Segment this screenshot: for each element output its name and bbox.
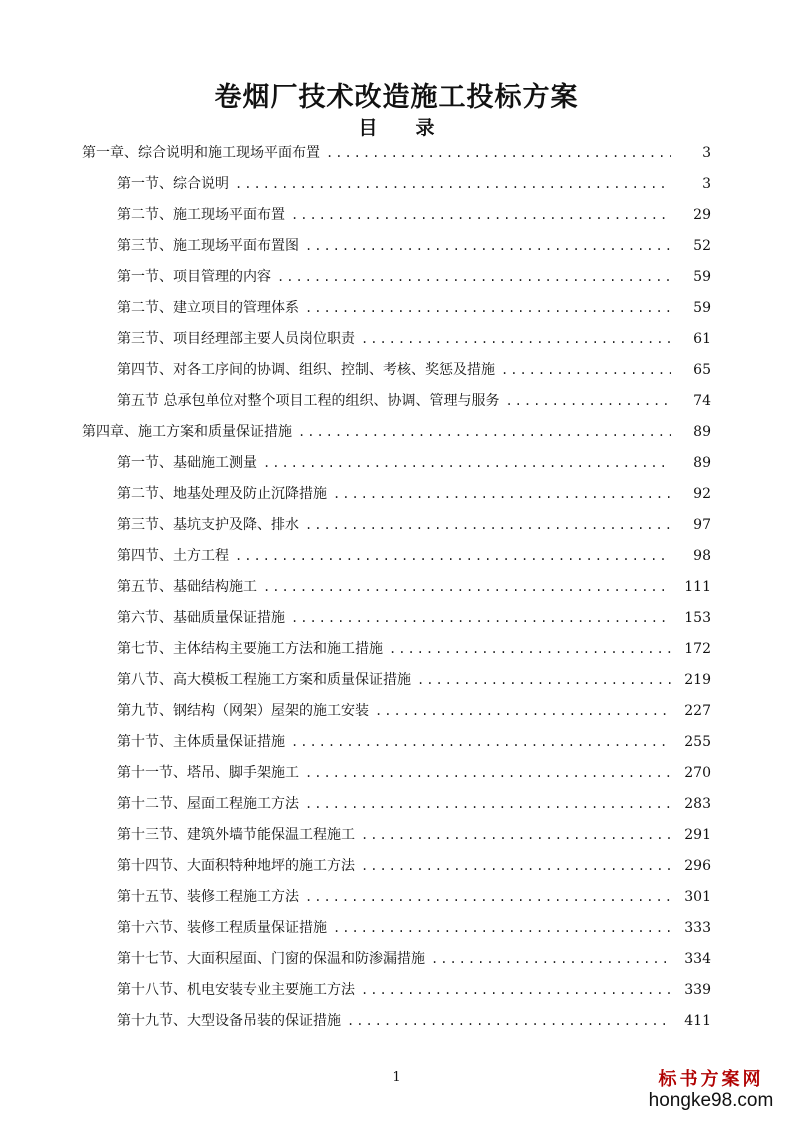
page-number: 1	[392, 1070, 401, 1085]
toc-entry-label: 第三节、施工现场平面布置图	[117, 238, 299, 254]
toc-entry-page: 296	[684, 858, 711, 874]
toc-entry-page: 283	[684, 796, 711, 812]
toc-dot-leader	[361, 324, 671, 355]
toc-entry-label: 第四节、土方工程	[117, 548, 229, 564]
toc-entry-label: 第十九节、大型设备吊装的保证措施	[117, 1013, 341, 1029]
toc-entry-page: 65	[693, 362, 711, 378]
toc-entry-label: 第一节、综合说明	[117, 176, 229, 192]
toc-entry-page: 29	[693, 207, 711, 223]
toc-entry-page: 411	[684, 1013, 711, 1029]
toc-entry-page: 98	[693, 548, 711, 564]
toc-section-entry[interactable]	[0, 696, 793, 727]
toc-section-entry[interactable]	[0, 727, 793, 758]
toc-entry-page: 3	[702, 176, 711, 192]
toc-entry-label: 第一节、项目管理的内容	[117, 269, 271, 285]
toc-entry-page: 339	[684, 982, 711, 998]
toc-dot-leader	[305, 293, 671, 324]
toc-heading: 目 录	[358, 117, 435, 139]
toc-entry-page: 59	[693, 269, 711, 285]
toc-entry-page: 153	[684, 610, 711, 626]
toc-section-entry[interactable]	[0, 386, 793, 417]
toc-dot-leader	[305, 882, 671, 913]
toc-entry-page: 333	[684, 920, 711, 936]
toc-entry-label: 第二节、施工现场平面布置	[117, 207, 285, 223]
toc-dot-leader	[263, 572, 671, 603]
toc-dot-leader	[305, 758, 671, 789]
toc-section-entry[interactable]	[0, 913, 793, 944]
toc-dot-leader	[505, 386, 671, 417]
watermark-logo	[641, 1068, 781, 1112]
toc-entry-page: 219	[684, 672, 711, 688]
toc-entry-page: 74	[693, 393, 711, 409]
toc-entry-label: 第十节、主体质量保证措施	[117, 734, 285, 750]
toc-entry-label: 第十七节、大面积屋面、门窗的保温和防渗漏措施	[117, 951, 425, 967]
toc-entry-page: 92	[693, 486, 711, 502]
toc-dot-leader	[235, 169, 671, 200]
toc-entry-label: 第十二节、屋面工程施工方法	[117, 796, 299, 812]
toc-dot-leader	[361, 851, 671, 882]
toc-entry-label: 第十五节、装修工程施工方法	[117, 889, 299, 905]
toc-dot-leader	[389, 634, 671, 665]
toc-section-entry[interactable]	[0, 541, 793, 572]
toc-entry-page: 52	[693, 238, 711, 254]
toc-entry-page: 227	[684, 703, 711, 719]
toc-section-entry[interactable]	[0, 262, 793, 293]
toc-entry-label: 第一章、综合说明和施工现场平面布置	[82, 145, 320, 161]
toc-entry-label: 第二节、建立项目的管理体系	[117, 300, 299, 316]
toc-section-entry[interactable]	[0, 634, 793, 665]
toc-entry-label: 第七节、主体结构主要施工方法和施工措施	[117, 641, 383, 657]
toc-dot-leader	[417, 665, 671, 696]
toc-section-entry[interactable]	[0, 944, 793, 975]
toc-dot-leader	[361, 975, 671, 1006]
toc-dot-leader	[326, 138, 671, 169]
toc-dot-leader	[298, 417, 671, 448]
toc-entry-label: 第十一节、塔吊、脚手架施工	[117, 765, 299, 781]
toc-dot-leader	[291, 727, 671, 758]
toc-entry-page: 334	[684, 951, 711, 967]
toc-dot-leader	[305, 231, 671, 262]
toc-entry-page: 97	[693, 517, 711, 533]
toc-entry-label: 第三节、基坑支护及降、排水	[117, 517, 299, 533]
toc-dot-leader	[263, 448, 671, 479]
toc-section-entry[interactable]	[0, 324, 793, 355]
toc-entry-label: 第九节、钢结构（网架）屋架的施工安装	[117, 703, 369, 719]
toc-section-entry[interactable]	[0, 231, 793, 262]
toc-entry-label: 第十三节、建筑外墙节能保温工程施工	[117, 827, 355, 843]
toc-entry-page: 255	[684, 734, 711, 750]
toc-entry-page: 89	[693, 424, 711, 440]
watermark-url: hongke98.com	[648, 1090, 774, 1111]
toc-dot-leader	[501, 355, 671, 386]
toc-section-entry[interactable]	[0, 169, 793, 200]
toc-section-entry[interactable]	[0, 572, 793, 603]
toc-entry-label: 第一节、基础施工测量	[117, 455, 257, 471]
document-title: 卷烟厂技术改造施工投标方案	[214, 82, 579, 113]
toc-dot-leader	[277, 262, 671, 293]
table-of-contents	[0, 138, 793, 1037]
toc-entry-label: 第五节 总承包单位对整个项目工程的组织、协调、管理与服务	[117, 393, 500, 409]
toc-chapter-entry[interactable]	[0, 138, 793, 169]
toc-entry-page: 291	[684, 827, 711, 843]
toc-entry-label: 第十四节、大面积特种地坪的施工方法	[117, 858, 355, 874]
toc-dot-leader	[291, 200, 671, 231]
toc-entry-label: 第十六节、装修工程质量保证措施	[117, 920, 327, 936]
watermark-name: 标书方案网	[658, 1069, 764, 1089]
toc-section-entry[interactable]	[0, 510, 793, 541]
toc-entry-label: 第八节、高大模板工程施工方案和质量保证措施	[117, 672, 411, 688]
toc-section-entry[interactable]	[0, 789, 793, 820]
toc-chapter-entry[interactable]	[0, 417, 793, 448]
toc-entry-label: 第五节、基础结构施工	[117, 579, 257, 595]
toc-entry-label: 第四章、施工方案和质量保证措施	[82, 424, 292, 440]
toc-entry-page: 61	[693, 331, 711, 347]
toc-dot-leader	[361, 820, 671, 851]
toc-entry-label: 第十八节、机电安装专业主要施工方法	[117, 982, 355, 998]
toc-dot-leader	[235, 541, 671, 572]
toc-section-entry[interactable]	[0, 200, 793, 231]
toc-section-entry[interactable]	[0, 448, 793, 479]
toc-section-entry[interactable]	[0, 882, 793, 913]
toc-section-entry[interactable]	[0, 820, 793, 851]
toc-entry-label: 第四节、对各工序间的协调、组织、控制、考核、奖惩及措施	[117, 362, 495, 378]
toc-section-entry[interactable]	[0, 603, 793, 634]
toc-entry-page: 270	[684, 765, 711, 781]
toc-section-entry[interactable]	[0, 975, 793, 1006]
toc-dot-leader	[305, 789, 671, 820]
toc-dot-leader	[333, 479, 671, 510]
toc-section-entry[interactable]	[0, 293, 793, 324]
toc-entry-page: 111	[684, 579, 711, 595]
toc-entry-label: 第六节、基础质量保证措施	[117, 610, 285, 626]
toc-entry-page: 301	[684, 889, 711, 905]
toc-dot-leader	[291, 603, 671, 634]
toc-dot-leader	[305, 510, 671, 541]
toc-section-entry[interactable]	[0, 355, 793, 386]
toc-entry-label: 第二节、地基处理及防止沉降措施	[117, 486, 327, 502]
toc-section-entry[interactable]	[0, 479, 793, 510]
toc-section-entry[interactable]	[0, 665, 793, 696]
toc-section-entry[interactable]	[0, 851, 793, 882]
toc-dot-leader	[333, 913, 671, 944]
toc-dot-leader	[347, 1006, 671, 1037]
toc-entry-page: 3	[702, 145, 711, 161]
toc-entry-page: 89	[693, 455, 711, 471]
toc-entry-label: 第三节、项目经理部主要人员岗位职责	[117, 331, 355, 347]
toc-section-entry[interactable]	[0, 758, 793, 789]
toc-entry-page: 172	[684, 641, 711, 657]
toc-dot-leader	[431, 944, 671, 975]
toc-section-entry[interactable]	[0, 1006, 793, 1037]
toc-dot-leader	[375, 696, 671, 727]
toc-entry-page: 59	[693, 300, 711, 316]
